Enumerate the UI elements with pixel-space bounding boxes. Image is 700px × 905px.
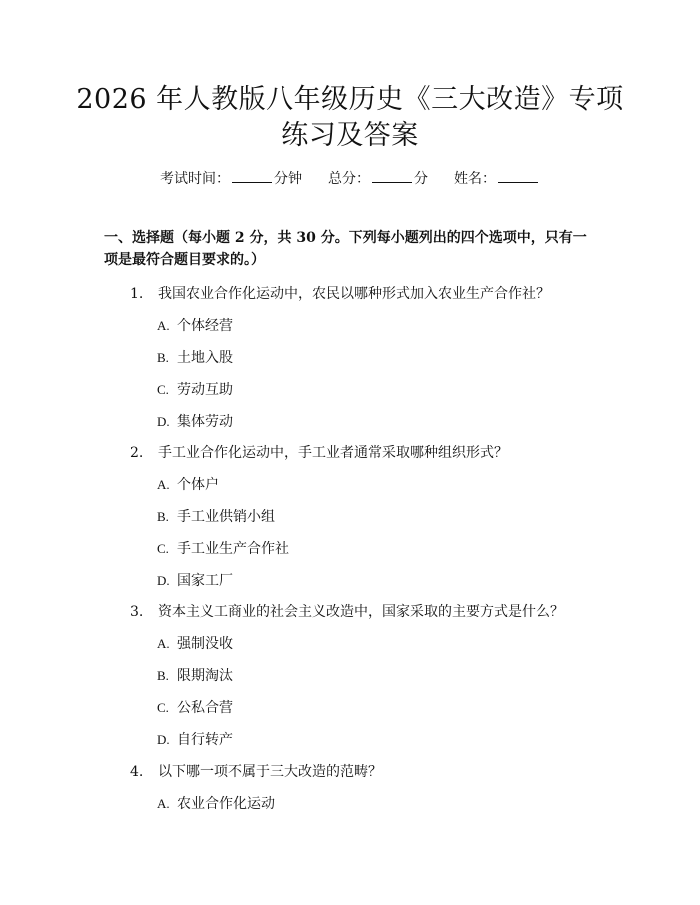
question-1-option-a — [157, 315, 233, 335]
option-letter: D. — [157, 732, 170, 747]
question-text: 我国农业合作化运动中，农民以哪种形式加入农业生产合作社？ — [158, 286, 550, 302]
student-name-label: 姓名： — [454, 171, 496, 187]
option-letter: A. — [157, 636, 170, 651]
question-1 — [130, 283, 550, 303]
question-3-option-c — [157, 697, 233, 717]
question-2-option-b — [157, 506, 275, 526]
question-2-option-a — [157, 474, 219, 494]
question-3-option-a — [157, 633, 233, 653]
option-text: 限期淘汰 — [177, 668, 233, 684]
question-number: 2. — [130, 445, 144, 461]
question-1-option-c — [157, 379, 233, 399]
question-number: 4. — [130, 764, 144, 780]
question-number: 3. — [130, 604, 144, 620]
question-2-option-c — [157, 538, 289, 558]
option-letter: C. — [157, 382, 169, 397]
exam-time-unit: 分钟 — [274, 171, 302, 187]
question-2 — [130, 442, 508, 462]
option-letter: D. — [157, 414, 170, 429]
option-text: 个体户 — [177, 477, 219, 493]
option-text: 手工业生产合作社 — [177, 541, 289, 557]
option-letter: C. — [157, 541, 169, 556]
option-text: 劳动互助 — [177, 382, 233, 398]
exam-time-label: 考试时间： — [160, 171, 230, 187]
exam-info-line — [0, 168, 700, 188]
question-text: 手工业合作化运动中，手工业者通常采取哪种组织形式？ — [158, 445, 508, 461]
option-letter: A. — [157, 318, 170, 333]
question-4 — [130, 761, 382, 781]
option-text: 国家工厂 — [177, 573, 233, 589]
option-text: 自行转产 — [177, 732, 233, 748]
student-name-blank — [498, 170, 538, 183]
question-1-option-b — [157, 347, 233, 367]
option-text: 集体劳动 — [177, 414, 233, 430]
question-4-option-a — [157, 793, 275, 813]
option-text: 农业合作化运动 — [177, 796, 275, 812]
option-text: 强制没收 — [177, 636, 233, 652]
section-heading-multiple-choice: 一、选择题（每小题 2 分，共 30 分。下列每小题列出的四个选项中，只有一项是最符合题目要求的。） — [104, 230, 587, 268]
question-text: 以下哪一项不属于三大改造的范畴？ — [158, 764, 382, 780]
option-letter: A. — [157, 477, 170, 492]
option-letter: D. — [157, 573, 170, 588]
question-text: 资本主义工商业的社会主义改造中，国家采取的主要方式是什么？ — [158, 604, 564, 620]
option-letter: B. — [157, 350, 169, 365]
option-text: 土地入股 — [177, 350, 233, 366]
question-3 — [130, 601, 564, 621]
document-title-line-2: 练习及答案 — [281, 120, 419, 151]
option-text: 公私合营 — [177, 700, 233, 716]
option-letter: B. — [157, 668, 169, 683]
question-3-option-d — [157, 729, 233, 749]
question-number: 1. — [130, 286, 144, 302]
option-text: 个体经营 — [177, 318, 233, 334]
total-score-unit: 分 — [414, 171, 428, 187]
question-1-option-d — [157, 411, 233, 431]
question-2-option-d — [157, 570, 233, 590]
option-letter: C. — [157, 700, 169, 715]
document-title-line-1: 2026 年人教版八年级历史《三大改造》专项 — [76, 84, 624, 115]
option-letter: A. — [157, 796, 170, 811]
option-letter: B. — [157, 509, 169, 524]
exam-time-blank — [232, 170, 272, 183]
total-score-label: 总分： — [328, 171, 370, 187]
option-text: 手工业供销小组 — [177, 509, 275, 525]
question-3-option-b — [157, 665, 233, 685]
total-score-blank — [372, 170, 412, 183]
